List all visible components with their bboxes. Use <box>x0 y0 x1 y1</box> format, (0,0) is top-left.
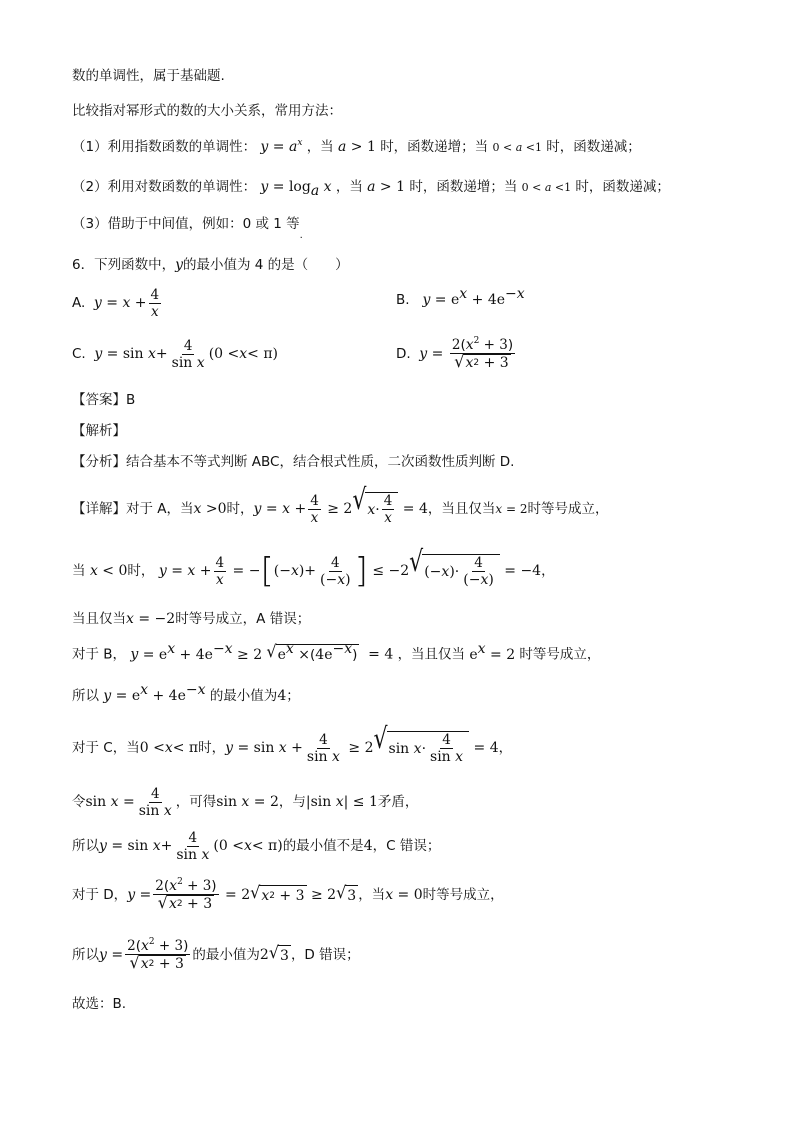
fenxi-line <box>72 452 514 472</box>
text-suoyi: 所以 <box>72 688 99 704</box>
text-when: ，当 <box>335 179 363 195</box>
text-decreasing: 时，函数递减； <box>546 139 641 155</box>
text-iff: 当且仅当 <box>72 611 126 627</box>
detail-a-positive: 【详解】对于 A，当 x >0 时， y = x + $\frac{4}{x}$ ≥ 2 √ x · $\frac{4}{x}$ = 4 ，当且仅当 x = 2 时等号成立， <box>72 484 609 526</box>
text-a-wrong: 时等号成立，A 错误； <box>175 611 311 627</box>
text-line-1 <box>72 66 225 86</box>
question-6-stem-end: 的最小值为 4 的是（ ） <box>183 257 349 273</box>
text-kede: ，可得 <box>175 794 217 810</box>
final-choice <box>72 994 126 1014</box>
text-suoyi: 所以 <box>72 947 99 963</box>
text-min-not: 的最小值不是 <box>282 838 364 854</box>
answer-label: 【答案】 <box>72 392 126 408</box>
detail-label: 【详解】对于 A，当 <box>72 501 194 517</box>
detail-a-negative: 当 x < 0 时， y = x + $\frac{4}{x}$ = − [ (− x )+ $\frac{4}{(-x)}$ ] ≤ −2 √ (− x )· $\frac{4}{(-x)}$ = −4 ， <box>72 546 555 591</box>
question-6: 6．下列函数中，y的最小值为 4 的是（ ） <box>72 257 349 273</box>
text-shi: 时， <box>127 563 155 579</box>
analysis-label: 【解析】 <box>72 423 126 439</box>
method-1: （1）利用指数函数的单调性： $y = a^x$ ，当 a > 1 时，函数递增；当 0 < a <1 时，函数递减； <box>72 138 641 155</box>
text-compare-methods: 比较指对幂形式的数的大小关系，常用方法： <box>72 103 342 119</box>
analysis-heading <box>72 421 126 441</box>
text-when: ，当 <box>306 139 334 155</box>
detail-d-label: 对于 D， <box>72 887 128 903</box>
text-min: 的最小值为 <box>192 947 260 963</box>
detail-c-label: 对于 C，当 <box>72 740 140 756</box>
detail-b-conclusion: 所以 $y = e^x + 4e^{-x}$ 的最小值为4； <box>72 682 300 704</box>
detail-d-conclusion: 所以 y = $2(x^2 + 3)$ √ x 2 + 3 的最小值为 2 √ 3 ，D 错误； <box>72 937 360 973</box>
option-a: A. y = x + $\frac{4}{x}$ <box>72 286 160 320</box>
text-monotonic: 数的单调性，属于基础题. <box>72 68 225 84</box>
method-3-text: （3）借助于中间值，例如：0 或 1 等 <box>72 216 300 232</box>
question-6-stem: 6．下列函数中， <box>72 257 176 273</box>
option-c: C. y = sin x + $\frac{4}{\text{sin x}}$ (0 < x < π) <box>72 337 278 371</box>
trailing-dot: . <box>299 230 303 241</box>
text-shi: 时， <box>226 501 254 517</box>
text-iff: ，当且仅当 <box>397 646 466 663</box>
detail-d: 对于 D， y = $2(x^2 + 3)$ √ x 2 + 3 = 2 √ x 2 + 3 ≥ 2 √ 3 ，当 x = 0 时等号成立， <box>72 877 504 913</box>
c-min-value: 4 <box>363 838 373 854</box>
text-min: 的最小值为 <box>209 688 278 704</box>
detail-c-conclusion: 所以 y = sin x + $\frac{4}{\text{sin x}}$ (0 < x < π) 的最小值不是 4 ，C 错误； <box>72 829 441 863</box>
option-b: B. $y = e^x + 4e^{-x}$ <box>396 286 525 308</box>
option-c-label: C. <box>72 346 86 362</box>
formula-exp: y <box>260 139 269 155</box>
detail-b-label: 对于 B， <box>72 646 127 663</box>
semicolon: ； <box>286 688 300 704</box>
text-iff: ，当且仅当 <box>427 501 496 517</box>
method-3 <box>72 214 303 241</box>
text-equality: 时等号成立， <box>527 501 609 517</box>
formula-log: y <box>260 179 269 195</box>
text-increasing: 时，函数递增；当 <box>380 139 489 155</box>
method-2-label: （2）利用对数函数的单调性： <box>72 179 257 195</box>
option-d-label: D. <box>396 346 411 362</box>
method-1-label: （1）利用指数函数的单调性： <box>72 139 257 155</box>
text-ling: 令 <box>72 794 86 810</box>
detail-b: 对于 B， $y = e^x + 4e^{-x} \ge 2$ √ $e^x$ × ( $4e^{-x}$ ) = 4 ，当且仅当 $e^x = 2$ 时等号成立， <box>72 640 601 663</box>
text-suoyi: 所以 <box>72 838 99 854</box>
text-d-wrong: ，D 错误； <box>290 947 360 963</box>
text-yu: ，与 <box>278 794 306 810</box>
b-min-value: 4 <box>277 688 287 704</box>
answer-value: B <box>126 392 136 408</box>
detail-c-let: 令 sin x = $\frac{4}{\text{sin x}}$ ，可得 sin x = 2 ，与 |sin x | ≤ 1 矛盾， <box>72 785 419 819</box>
text-line-2 <box>72 101 342 121</box>
option-d: D. y = $2(x^2 + 3)$ √ x 2 + 3 <box>396 336 514 372</box>
text-dang: 当 <box>72 563 86 579</box>
text-decreasing: 时，函数递减； <box>575 179 670 195</box>
answer-line <box>72 390 135 410</box>
text-increasing: 时，函数递增；当 <box>409 179 518 195</box>
detail-c: 对于 C，当 0 < x < π 时， y = sin x + $\frac{4}{\text{sin x}}$ ≥ 2 √ sin x · $\frac{4}{\text{sin x}}$ = 4 ， <box>72 723 513 765</box>
text-c-wrong: ，C 错误； <box>372 838 441 854</box>
method-2: （2）利用对数函数的单调性： $y = \log_a x$ ，当 a > 1 时，函数递增；当 0 < a <1 时，函数递减； <box>72 179 670 199</box>
option-a-label: A. <box>72 295 86 311</box>
text-dang: ，当 <box>358 887 386 903</box>
text-equality: 时等号成立， <box>422 887 504 903</box>
text-equality: 时等号成立， <box>519 646 601 663</box>
text-shi: 时， <box>198 740 226 756</box>
option-b-label: B. <box>396 292 410 308</box>
detail-a-conclusion: 当且仅当x = −2时等号成立，A 错误； <box>72 611 311 627</box>
text-contradiction: 矛盾， <box>377 794 419 810</box>
fenxi-text: 【分析】结合基本不等式判断 ABC，结合根式性质，二次函数性质判断 D. <box>72 454 515 470</box>
final-answer-text: 故选：B. <box>72 996 127 1012</box>
